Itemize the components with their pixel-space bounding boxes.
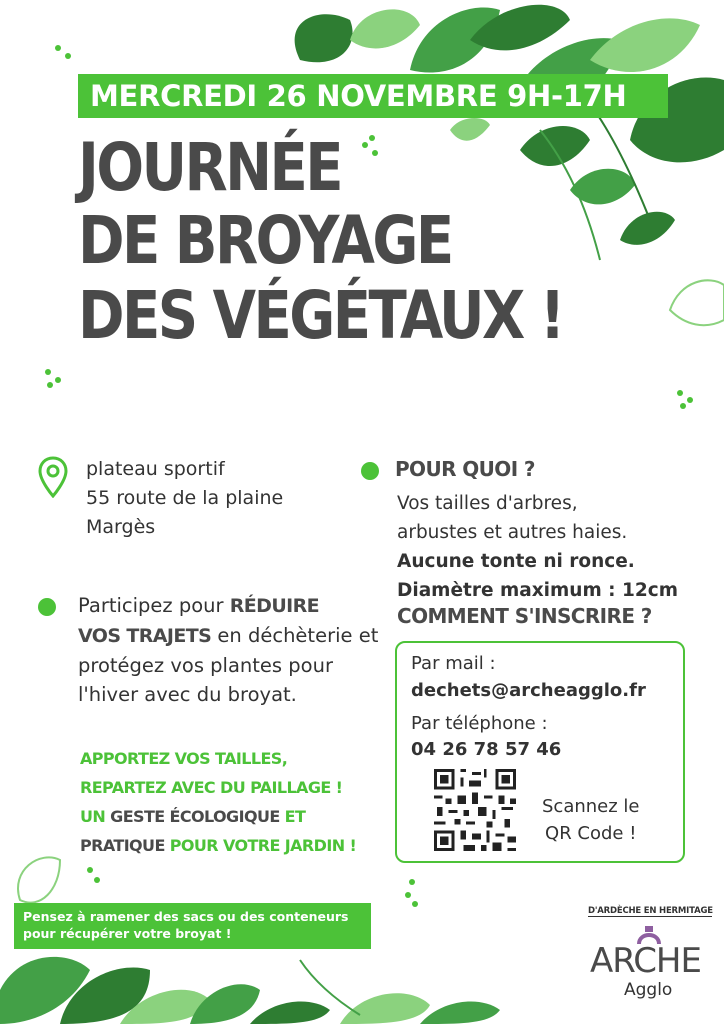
slogan-line: REPARTEZ AVEC DU PAILLAGE ! [80,778,343,797]
logo-wordmark: ARCHE [590,941,701,981]
qr-caption-line: QR Code ! [545,823,637,844]
participate-highlight: VOS TRAJETS [78,625,212,647]
participate-line: l'hiver avec du broyat. [78,683,297,706]
phone-label: Par téléphone : [411,713,548,734]
why-heading: POUR QUOI ? [395,457,535,481]
location-line: 55 route de la plaine [86,487,284,509]
slogan-part: GESTE ÉCOLOGIQUE [110,807,280,826]
location-line: plateau sportif [86,458,225,480]
slogan-line: APPORTEZ VOS TAILLES, [80,749,288,768]
leaf-shape [250,1002,330,1024]
location-block [86,455,283,542]
why-line: Diamètre maximum : 12cm [397,580,678,601]
title-line-2: DE BROYAGE [78,202,452,279]
contact-box [395,641,685,863]
reminder-line: Pensez à ramener des sacs ou des conteneurs [23,909,349,924]
mail-link[interactable]: dechets@archeagglo.fr [411,680,646,701]
participate-line: protégez vos plantes pour [78,654,333,677]
slogan-part: PRATIQUE [80,836,165,855]
participate-line [78,621,378,651]
bullet-dot [361,462,379,480]
reminder-banner [14,903,371,949]
mail-label: Par mail : [411,653,496,674]
title-line-1: JOURNÉE [78,129,342,206]
why-line: Aucune tonte ni ronce. [397,551,635,572]
qr-caption [542,793,640,847]
slogan-part: POUR VOTRE JARDIN ! [164,836,357,855]
qr-caption-line: Scannez le [542,796,640,817]
why-line: Vos tailles d'arbres, [397,493,578,514]
participate-highlight: RÉDUIRE [229,595,320,617]
why-block [397,489,678,605]
leaf-outline [18,857,60,902]
participate-block [78,591,378,709]
participate-line [78,591,378,621]
participate-text: en déchèterie et [211,624,379,647]
title-line-3: DES VÉGÉTAUX ! [78,277,563,354]
register-heading: COMMENT S'INSCRIRE ? [397,604,652,628]
logo-tagline: D'ARDÈCHE EN HERMITAGE [588,906,713,916]
location-line: Margès [86,516,156,538]
slogan-part: ET [279,807,306,826]
bullet-dot [38,598,56,616]
arche-agglo-logo [588,906,712,1006]
location-pin-icon [38,456,68,498]
slogan-part: UN [80,807,111,826]
slogan-line [80,802,356,831]
date-banner: MERCREDI 26 NOVEMBRE 9H-17H [78,74,668,118]
leaf-shape [420,1002,500,1024]
why-line: arbustes et autres haies. [397,522,628,543]
phone-number[interactable]: 04 26 78 57 46 [411,739,562,760]
logo-subtitle: Agglo [624,980,673,1000]
reminder-line: pour récupérer votre broyat ! [23,926,232,941]
participate-prefix: Participez pour [78,594,230,617]
leaf-shape [340,993,430,1024]
